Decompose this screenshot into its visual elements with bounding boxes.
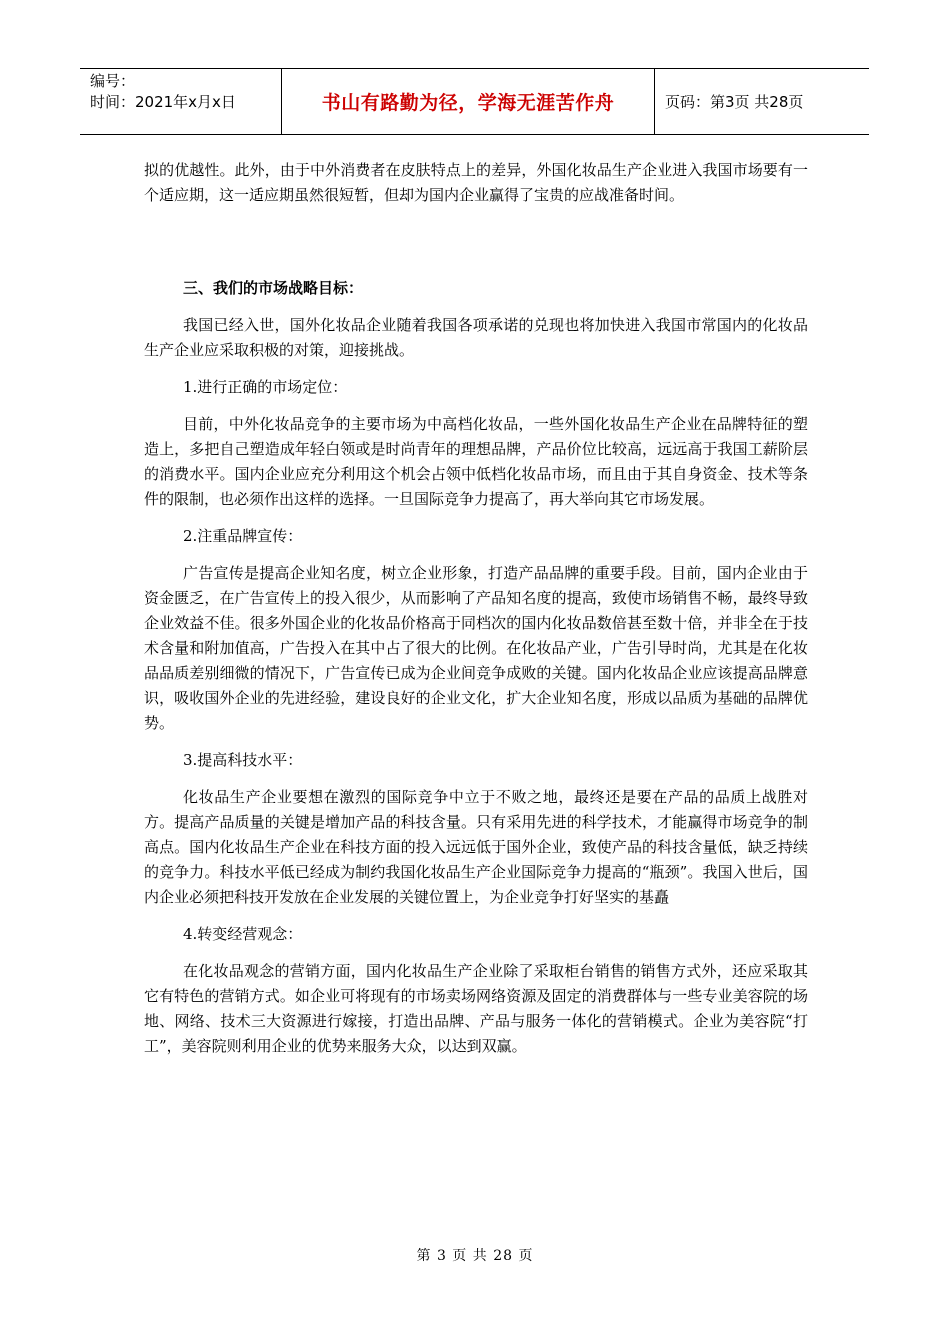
item-3-heading: 3.提高科技水平： [183,751,303,769]
header-meta [80,69,282,134]
item-1-paragraph: 目前，中外化妆品竞争的主要市场为中高档化妆品，一些外国化妆品生产企业在品牌特征的塑造上，多把自己塑造成年轻白领或是时尚青年的理想品牌，产品价位比较高，远远高于我国工薪阶层的消费水平。国内企业应充分利用这个机会占领中低档化妆品市场，而且由于其自身资金、技术等条件的限制，也必须作出这样的选择。一旦国际竞争力提高了，再大举向其它市场发展。 [144,415,808,508]
item-1-heading: 1.进行正确的市场定位： [183,378,348,396]
header-motto: 书山有路勤为径，学海无涯苦作舟 [282,69,655,134]
document-number-label: 编号： [90,72,136,90]
section-intro-paragraph: 我国已经入世，国外化妆品企业随着我国各项承诺的兑现也将加快进入我国市常国内的化妆品生产企业应采取积极的对策，迎接挑战。 [144,316,808,359]
item-2-heading: 2.注重品牌宣传： [183,527,303,545]
page-header [80,68,869,135]
item-4-heading: 4.转变经营观念： [183,925,303,943]
section-title: 三、我们的市场战略目标： [183,279,364,297]
item-4-paragraph: 在化妆品观念的营销方面，国内化妆品生产企业除了采取柜台销售的销售方式外，还应采取其它有特色的营销方式。如企业可将现有的市场卖场网络资源及固定的消费群体与一些专业美容院的场地、网络、技术三大资源进行嫁接，打造出品牌、产品与服务一体化的营销模式。企业为美容院“打工”，美容院则利用企业的优势来服务大众，以达到双赢。 [144,962,808,1055]
header-page-info: 页码：第3页 共28页 [665,93,804,111]
page-footer: 第 3 页 共 28 页 [416,1248,534,1264]
document-time-label: 时间：2021年x月x日 [90,93,236,111]
document-body [144,158,808,1059]
item-2-paragraph: 广告宣传是提高企业知名度，树立企业形象，打造产品品牌的重要手段。目前，国内企业由于资金匮乏，在广告宣传上的投入很少，从而影响了产品知名度的提高，致使市场销售不畅，最终导致企业效益不佳。很多外国企业的化妆品价格高于同档次的国内化妆品数倍甚至数十倍，并非全在于技术含量和附加值高，广告投入在其中占了很大的比例。在化妆品产业，广告引导时尚，尤其是在化妆品品质差别细微的情况下，广告宣传已成为企业间竞争成败的关键。国内化妆品企业应该提高品牌意识，吸收国外企业的先进经验，建设良好的企业文化，扩大企业知名度，形成以品质为基础的品牌优势。 [144,564,808,732]
intro-continuation-paragraph: 拟的优越性。此外，由于中外消费者在皮肤特点上的差异，外国化妆品生产企业进入我国市场要有一个适应期，这一适应期虽然很短暂，但却为国内企业赢得了宝贵的应战准备时间。 [144,161,808,204]
item-3-paragraph: 化妆品生产企业要想在激烈的国际竞争中立于不败之地，最终还是要在产品的品质上战胜对方。提高产品质量的关键是增加产品的科技含量。只有采用先进的科学技术，才能赢得市场竞争的制高点。国内化妆品生产企业在科技方面的投入远远低于国外企业，致使产品的科技含量低，缺乏持续的竞争力。科技水平低已经成为制约我国化妆品生产企业国际竞争力提高的“瓶颈”。我国入世后，国内企业必须把科技开发放在企业发展的关键位置上，为企业竞争打好坚实的基矗 [144,788,808,906]
